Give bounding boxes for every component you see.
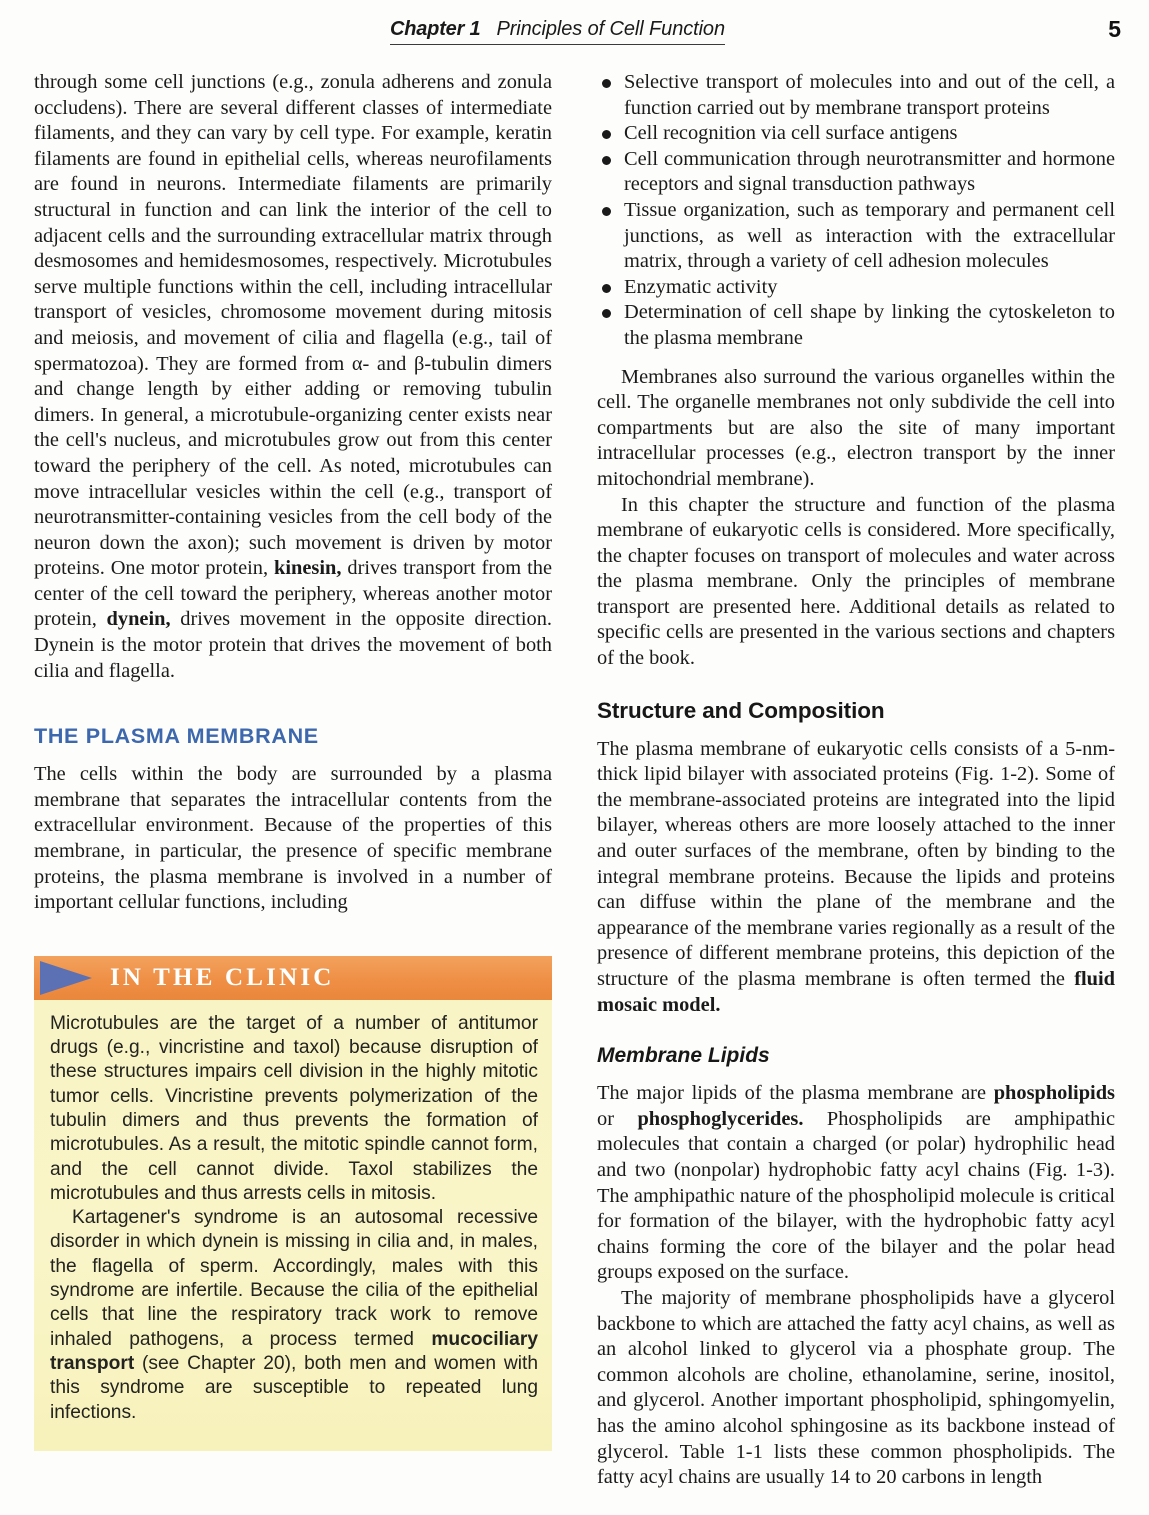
term-phospholipids: phospholipids <box>993 1082 1115 1105</box>
list-item: Enzymatic activity <box>597 275 1115 301</box>
paragraph-structure-composition <box>597 737 1115 1019</box>
paragraph-microtubules <box>34 70 552 684</box>
paragraph-major-lipids-mid: or <box>597 1107 638 1130</box>
in-the-clinic-title: IN THE CLINIC <box>110 963 335 991</box>
paragraph-microtubules-part2: drives transport from the center of the cell toward the periphery, whereas another motor protein, <box>34 557 552 631</box>
in-the-clinic-box <box>34 956 552 1451</box>
running-head-text <box>390 18 725 45</box>
paragraph-majority-phospholipids: The majority of membrane phospholipids have a glycerol backbone to which are attached the fatty acyl chains, as well as an alcohol linked to glycerol via a phosphate group. The common alcohols are choline, ethanolamine, serine, inositol, and glycerol. Another important phospholipid, sphingomyelin, has the amino alcohol sphingosine as its backbone instead of glycerol. Table 1-1 lists these common phospholipids. The fatty acyl chains are usually 14 to 20 carbons in length <box>597 1286 1115 1489</box>
paragraph-plasma-membrane-intro: The cells within the body are surrounded by a plasma membrane that separates the intracellular contents from the extracellular environment. Because of the properties of this membrane, in particular, the presence of specific membrane proteins, the plasma membrane is involved in a number of important cellular functions, including <box>34 763 552 914</box>
page-number: 5 <box>1108 16 1121 42</box>
heading-the-plasma-membrane: THE PLASMA MEMBRANE <box>34 724 319 749</box>
chapter-label: Chapter 1 <box>390 18 481 40</box>
left-column <box>34 70 552 1451</box>
spacer <box>597 1068 1115 1081</box>
list-item: Cell recognition via cell surface antigens <box>597 121 1115 147</box>
spacer <box>34 749 552 762</box>
spacer <box>597 672 1115 698</box>
clinic-paragraph-2 <box>50 1206 538 1425</box>
clinic-paragraph-2-part2: (see Chapter 20), both men and women with this syndrome are susceptible to repeated lung infections. <box>50 1352 538 1423</box>
paragraph-structure-part1: The plasma membrane of eukaryotic cells consists of a 5-nm-thick lipid bilayer with associated proteins (Fig. 1-2). Some of the membrane-associated proteins are integrated into the lipid bilayer, whereas others are more loosely attached to the inner and outer surfaces of the membrane, often by binding to the integral membrane proteins. Because the lipids and proteins can diffuse within the plane of the membrane and the appearance of the membrane varies regionally as a result of the presence of different membrane proteins, this depiction of the structure of the plasma membrane is often termed the <box>597 737 1115 990</box>
list-item: Determination of cell shape by linking the cytoskeleton to the plasma membrane <box>597 300 1115 351</box>
clinic-paragraph-2-part1: Kartagener's syndrome is an autosomal recessive disorder in which dynein is missing in cilia and, in males, the flagella of sperm. Accordingly, males with this syndrome are infertile. Because the cilia of the epithelial cells that line the respiratory track work to remove inhaled pathogens, a process termed <box>50 1207 538 1350</box>
clinic-paragraph-1: Microtubules are the target of a number of antitumor drugs (e.g., vincristine and taxol) because disruption of these structures impairs cell division in the highly mitotic tumor cells. Vincristine prevents polymerization of the tubulin dimers and thus prevents the formation of microtubules. As a result, the mitotic spindle cannot form, and the cell cannot divide. Taxol stabilizes the microtubules and thus arrests cells in mitosis. <box>50 1012 538 1204</box>
list-item: Selective transport of molecules into and out of the cell, a function carried out by membrane transport proteins <box>597 70 1115 121</box>
spacer <box>34 684 552 724</box>
chapter-title: Principles of Cell Function <box>496 18 725 40</box>
heading-structure-and-composition: Structure and Composition <box>597 697 885 723</box>
in-the-clinic-body <box>34 1000 552 1451</box>
heading-membrane-lipids: Membrane Lipids <box>597 1044 770 1068</box>
term-phosphoglycerides: phosphoglycerides. <box>637 1107 804 1130</box>
term-kinesin: kinesin, <box>274 557 342 580</box>
membrane-function-list <box>597 70 1115 352</box>
right-column <box>597 70 1115 1491</box>
term-mucociliary-transport: mucociliary transport <box>50 1328 538 1374</box>
paragraph-microtubules-part1: through some cell junctions (e.g., zonula adherens and zonula occludens). There are several different classes of intermediate filaments, and they can vary by cell type. For example, keratin filaments are found in epithelial cells, whereas neurofilaments are found in neurons. Intermediate filaments are primarily structural in function and can link the interior of the cell to adjacent cells and the surrounding extracellular matrix through desmosomes and hemidesmosomes, respectively. Microtubules serve multiple functions within the cell, including intracellular transport of vesicles, chromosome movement during mitosis and meiosis, and movement of cilia and flagella (e.g., tail of spermatozoa). They are formed from α- and β-tubulin dimers and change length by either adding or removing tubulin dimers. In general, a microtubule-organizing center exists near the cell's nucleus, and microtubules grow out from this center toward the periphery of the cell. As noted, microtubules can move intracellular vesicles within the cell (e.g., transport of neurotransmitter-containing vesicles from the cell body of the neuron down the axon); such movement is driven by motor proteins. One motor protein, <box>34 71 552 580</box>
spacer <box>597 724 1115 737</box>
term-fluid-mosaic-model: fluid mosaic model. <box>597 968 1115 1016</box>
paragraph-membranes-organelles: Membranes also surround the various organelles within the cell. The organelle membranes not only subdivide the cell into compartments but are also the site of many important intracellular processes (e.g., electron transport by the inner mitochondrial membrane). <box>597 365 1115 490</box>
paragraph-major-lipids <box>597 1081 1115 1286</box>
list-item: Tissue organization, such as temporary and permanent cell junctions, as well as interaction with the extracellular matrix, through a variety of cell adhesion molecules <box>597 198 1115 275</box>
paragraph-microtubules-part3: drives movement in the opposite direction. Dynein is the motor protein that drives the movement of both cilia and flagella. <box>34 608 553 682</box>
spacer <box>34 916 552 956</box>
in-the-clinic-banner <box>34 956 552 1000</box>
spacer <box>597 1018 1115 1044</box>
list-item: Cell communication through neurotransmitter and hormone receptors and signal transduction pathways <box>597 147 1115 198</box>
paragraph-major-lipids-part1: The major lipids of the plasma membrane are <box>597 1082 994 1105</box>
spacer <box>597 352 1115 365</box>
paragraph-in-this-chapter: In this chapter the structure and function of the plasma membrane of eukaryotic cells is considered. More specifically, the chapter focuses on transport of molecules and water across the plasma membrane. Only the principles of membrane transport are presented here. Additional details as related to specific cells are presented in the various sections and chapters of the book. <box>597 493 1115 670</box>
paragraph-major-lipids-part2: Phospholipids are amphipathic molecules that contain a charged (or polar) hydrophilic head and two (nonpolar) hydrophobic fatty acyl chains (Fig. 1-3). The amphipathic nature of the phospholipid molecule is critical for formation of the bilayer, with the hydrophobic fatty acyl chains forming the core of the bilayer and the polar head groups exposed on the surface. <box>597 1107 1115 1284</box>
triangle-right-icon <box>40 961 92 995</box>
running-head <box>0 18 1149 52</box>
term-dynein: dynein, <box>106 608 171 631</box>
